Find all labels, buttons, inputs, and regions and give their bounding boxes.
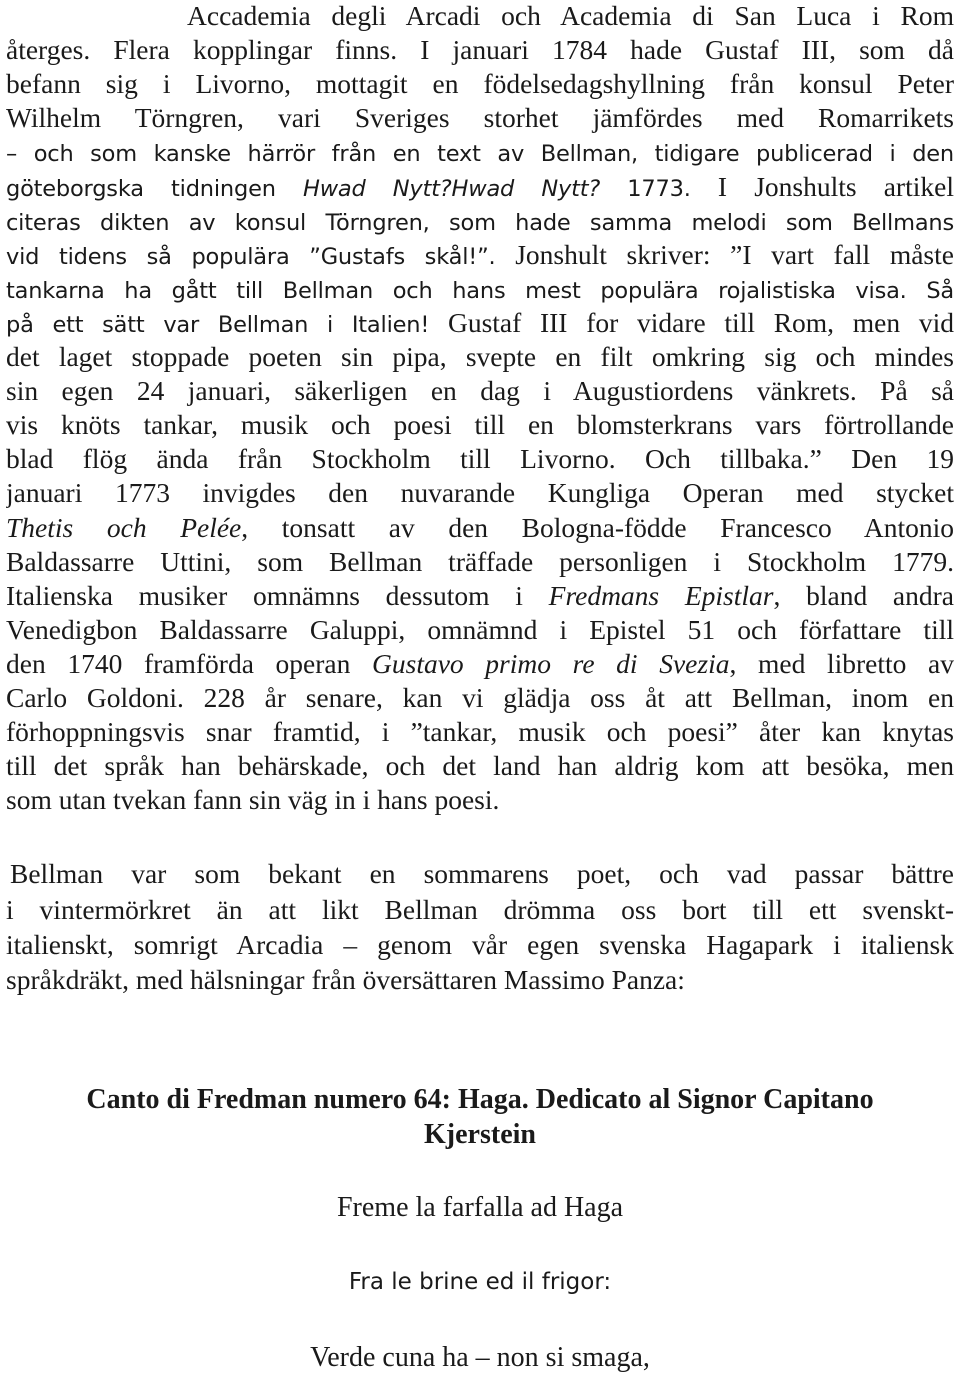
text-segment: Gustaf III for vidare till Rom, men vid: [447, 306, 954, 338]
poem-heading-line-1: Canto di Fredman numero 64: Haga. Dedicato al Signor Capitano: [86, 1084, 874, 1115]
text-segment: Jonshult skriver: ”I vart fall måste: [515, 238, 954, 270]
text-line: [6, 681, 954, 715]
text-segment: 1773.: [600, 175, 718, 202]
text-line: [6, 33, 954, 67]
text-segment: på ett sätt var Bellman i Italien!: [6, 311, 448, 338]
text-segment: I Jonshults artikel: [717, 170, 954, 202]
poem-heading-line-2: Kjerstein: [424, 1119, 536, 1150]
text-line: [6, 511, 954, 545]
text-segment: Thetis och Pelée: [6, 511, 242, 543]
text-segment: , tonsatt av den Bologna-födde Francesco Antonio: [241, 511, 954, 543]
text-segment: italienskt, somrigt Arcadia – genom vår egen svenska Hagapark i italiensk: [6, 929, 954, 960]
text-segment: i vintermörkret än att likt Bellman drömma oss bort till ett svenskt-: [6, 894, 954, 925]
text-line: [6, 272, 954, 306]
text-segment: , bland andra: [773, 579, 954, 611]
text-segment: den 1740 framförda operan: [6, 647, 373, 679]
text-segment: Carlo Goldoni. 228 år senare, kan vi glädja oss åt att Bellman, inom en: [6, 682, 954, 713]
text-segment: återges. Flera kopplingar finns. I januari 1784 hade Gustaf III, som då: [6, 34, 954, 66]
text-line: [6, 306, 954, 340]
text-line: [6, 0, 954, 33]
text-line: [6, 783, 954, 817]
text-segment: , med libretto av: [729, 647, 954, 679]
text-segment: göteborgska tidningen: [6, 175, 303, 202]
text-line: [6, 67, 954, 101]
poem-verse: Fra le brine ed il frigor:: [348, 1269, 612, 1295]
text-line: [6, 442, 954, 476]
text-segment: som utan tvekan fann sin väg in i hans poesi.: [6, 784, 500, 816]
text-segment: – och som kanske härrör från en text av Bellman, tidigare publicerad i den: [6, 141, 954, 168]
text-line: [6, 170, 954, 204]
text-segment: förhoppningsvis snar framtid, i ”tankar, musik och poesi” åter kan knytas: [6, 716, 954, 748]
text-segment: citeras dikten av konsul Törngren, som hade samma melodi som Bellmans: [6, 209, 954, 236]
text-segment: till det språk han behärskade, och det land han aldrig kom att besöka, men: [6, 750, 954, 782]
text-segment: Wilhelm Törngren, vari Sveriges storhet jämfördes med Romarrikets: [6, 102, 954, 134]
text-segment: Hwad Nytt?Hwad Nytt?: [302, 175, 601, 202]
text-line: [6, 408, 954, 442]
text-segment: januari 1773 invigdes den nuvarande Kungliga Operan med stycket: [6, 477, 954, 509]
text-line: [6, 238, 954, 272]
text-segment: Italienska musiker omnämns dessutom i: [6, 579, 549, 611]
text-line: [6, 893, 954, 927]
text-segment: Venedigbon Baldassarre Galuppi, omnämnd i Epistel 51 och författare till: [6, 613, 954, 645]
text-segment: sin egen 24 januari, säkerligen en dag i Augustiordens vänkrets. På så: [6, 375, 954, 407]
text-segment: språkdräkt, med hälsningar från översättaren Massimo Panza:: [6, 964, 685, 995]
text-segment: Accademia degli Arcadi och Academia di San Luca i Rom: [187, 0, 954, 31]
text-line: [6, 963, 954, 997]
text-line: [6, 647, 954, 681]
text-line: [6, 928, 954, 962]
text-segment: vid tidens så populära ”Gustafs skål!”.: [6, 243, 516, 270]
text-line: [6, 204, 954, 238]
text-line: [6, 613, 954, 647]
document-page: [6, 0, 954, 1379]
text-segment: Fredmans Epistlar: [548, 579, 774, 611]
text-line: [6, 340, 954, 374]
text-line: [6, 374, 954, 408]
text-line: [6, 476, 954, 510]
text-line: [6, 857, 954, 891]
text-segment: Bellman var som bekant en sommarens poet, och vad passar bättre: [10, 858, 954, 889]
text-line: [6, 545, 954, 579]
text-line: [6, 749, 954, 783]
poem-verse: Verde cuna ha – non si smaga,: [310, 1342, 650, 1373]
text-segment: vis knöts tankar, musik och poesi till en blomsterkrans vars förtrollande: [6, 409, 954, 441]
text-segment: Gustavo primo re di Svezia: [372, 647, 730, 679]
text-segment: befann sig i Livorno, mottagit en födelsedagshyllning från konsul Peter: [6, 68, 954, 100]
text-line: [6, 101, 954, 135]
text-segment: Baldassarre Uttini, som Bellman träffade personligen i Stockholm 1779.: [6, 545, 954, 577]
text-segment: det laget stoppade poeten sin pipa, svepte en filt omkring sig och mindes: [6, 341, 954, 372]
text-segment: blad flög ända från Stockholm till Livorno. Och tillbaka.” Den 19: [6, 443, 954, 475]
text-line: [6, 579, 954, 613]
text-segment: tankarna ha gått till Bellman och hans mest populära rojalistiska visa. Så: [6, 277, 954, 304]
poem-verse: Freme la farfalla ad Haga: [336, 1192, 624, 1223]
text-line: [6, 135, 954, 169]
text-line: [6, 715, 954, 749]
